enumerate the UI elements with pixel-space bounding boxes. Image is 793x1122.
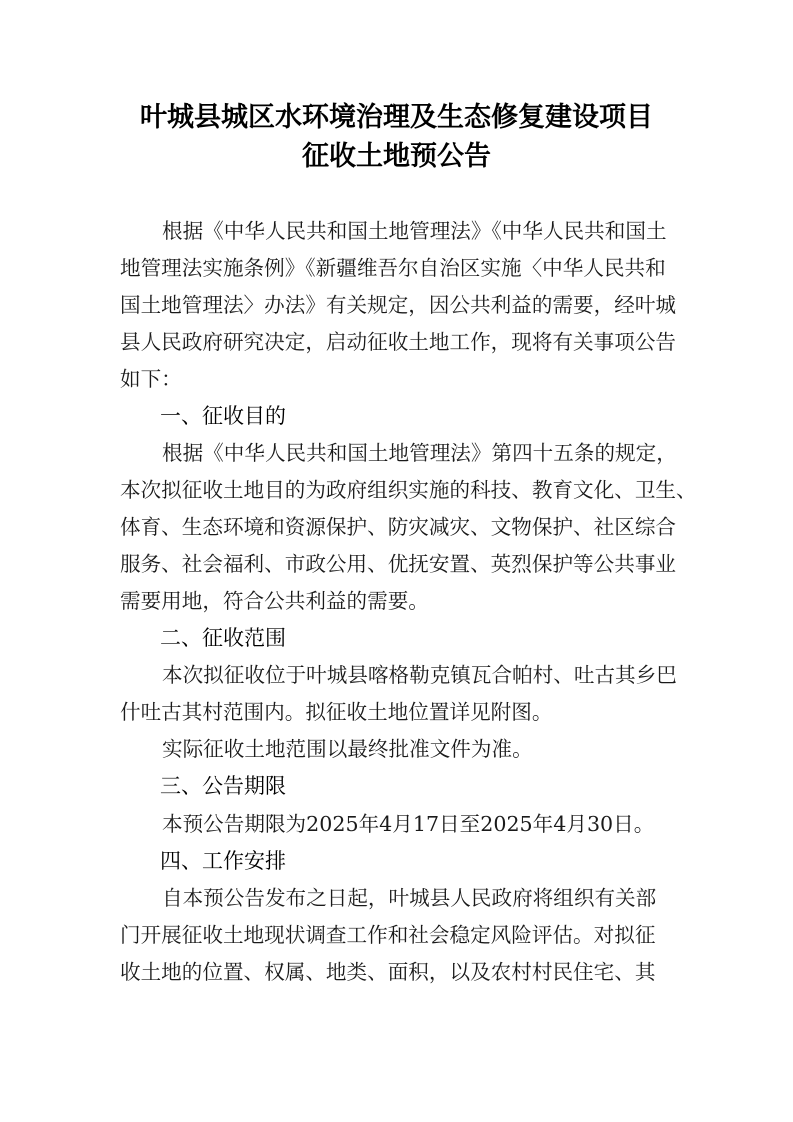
section-line: 本次拟征收土地目的为政府组织实施的科技、教育文化、卫生、: [120, 478, 697, 502]
section-heading-arrangement: 四、工作安排: [160, 849, 286, 873]
section-line: 自本预公告发布之日起，叶城县人民政府将组织有关部: [162, 886, 657, 910]
document-title-line-2: 征收土地预公告: [302, 141, 491, 172]
intro-line: 地管理法实施条例》《新疆维吾尔自治区实施〈中华人民共和: [120, 256, 666, 280]
section-heading-purpose: 一、征收目的: [160, 404, 286, 428]
section-heading-period: 三、公告期限: [160, 774, 286, 798]
intro-line: 如下：: [120, 367, 182, 391]
section-line: 本预公告期限为2025年4月17日至2025年4月30日。: [162, 812, 655, 836]
section-line: 实际征收土地范围以最终批准文件为准。: [162, 737, 533, 761]
section-line: 什吐古其村范围内。拟征收土地位置详见附图。: [120, 700, 553, 724]
section-line: 需要用地，符合公共利益的需要。: [120, 589, 429, 613]
section-line: 本次拟征收位于叶城县喀格勒克镇瓦合帕村、吐古其乡巴: [162, 663, 677, 687]
section-line: 体育、生态环境和资源保护、防灾减灾、文物保护、社区综合: [120, 515, 677, 539]
section-line: 服务、社会福利、市政公用、优抚安置、英烈保护等公共事业: [120, 552, 677, 576]
section-line: 门开展征收土地现状调查工作和社会稳定风险评估。对拟征: [120, 923, 656, 947]
section-line: 收土地的位置、权属、地类、面积，以及农村村民住宅、其: [120, 960, 656, 984]
intro-line: 国土地管理法〉办法》有关规定，因公共利益的需要，经叶城: [120, 293, 677, 317]
document-title-line-1: 叶城县城区水环境治理及生态修复建设项目: [140, 102, 653, 133]
intro-line: 根据《中华人民共和国土地管理法》《中华人民共和国土: [162, 219, 667, 243]
section-line: 根据《中华人民共和国土地管理法》第四十五条的规定，: [162, 441, 677, 465]
intro-line: 县人民政府研究决定，启动征收土地工作，现将有关事项公告: [120, 330, 677, 354]
section-heading-scope: 二、征收范围: [160, 626, 286, 650]
